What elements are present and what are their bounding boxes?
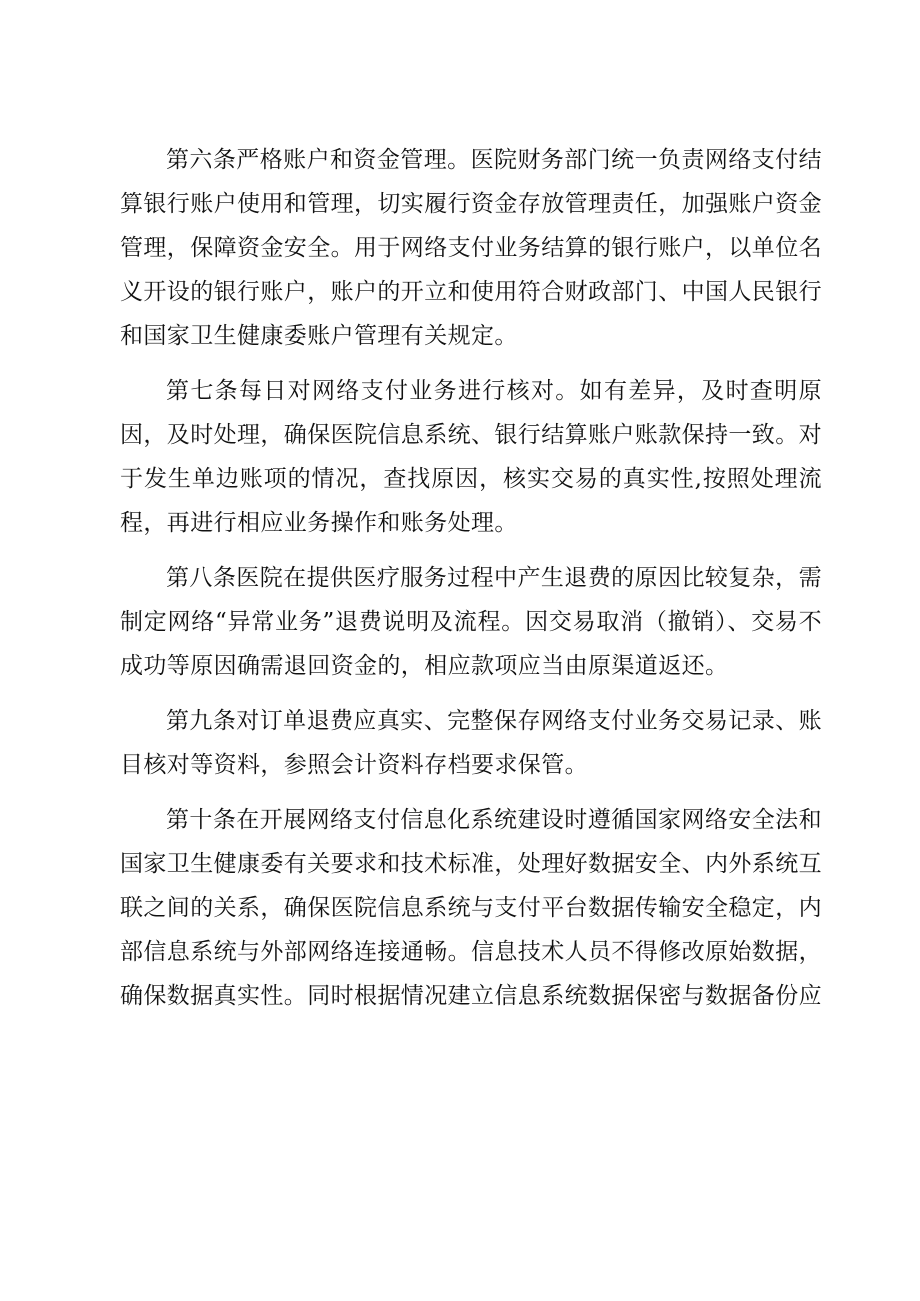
paragraph-article-9: 第九条对订单退费应真实、完整保存网络支付业务交易记录、账目核对等资料，参照会计资料存档要求保管。 [120, 708, 822, 778]
paragraph-article-8: 第八条医院在提供医疗服务过程中产生退费的原因比较复杂，需制定网络“异常业务”退费说明及流程。因交易取消（撤销）、交易不成功等原因确需退回资金的，相应款项应当由原渠道返还。 [120, 565, 822, 679]
paragraph-article-6: 第六条严格账户和资金管理。医院财务部门统一负责网络支付结算银行账户使用和管理，切实履行资金存放管理责任，加强账户资金管理，保障资金安全。用于网络支付业务结算的银行账户，以单位名义开设的银行账户，账户的开立和使用符合财政部门、中国人民银行和国家卫生健康委账户管理有关规定。 [120, 147, 822, 349]
paragraph-article-10: 第十条在开展网络支付信息化系统建设时遵循国家网络安全法和国家卫生健康委有关要求和技术标准，处理好数据安全、内外系统互联之间的关系，确保医院信息系统与支付平台数据传输安全稳定，内部信息系统与外部网络连接通畅。信息技术人员不得修改原始数据，确保数据真实性。同时根据情况建立信息系统数据保密与数据备份应 [120, 807, 822, 1009]
document-body [120, 138, 822, 1029]
paragraph-article-7: 第七条每日对网络支付业务进行核对。如有差异，及时查明原因，及时处理，确保医院信息系统、银行结算账户账款保持一致。对于发生单边账项的情况，查找原因，核实交易的真实性,按照处理流程，再进行相应业务操作和账务处理。 [120, 378, 822, 536]
